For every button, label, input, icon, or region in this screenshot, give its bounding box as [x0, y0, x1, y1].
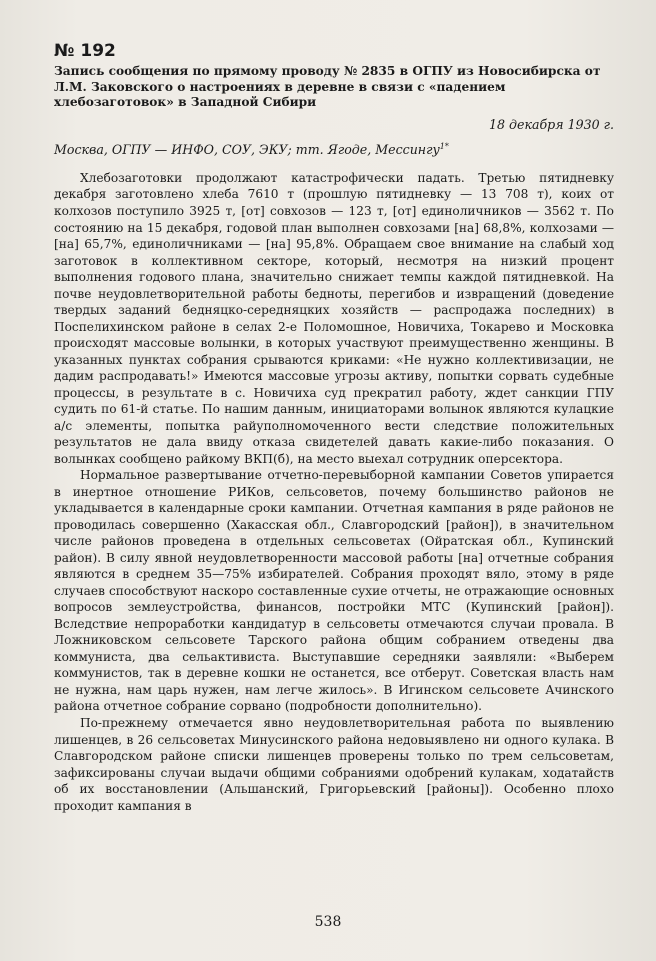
paragraph: По-прежнему отмечается явно неудовлетворительная работа по выявлению лишенцев, в 26 сельсоветах Минусинского района недовыявлено ни одного кулака. В Славгородском районе списки лишенцев проверены только по трем сельсоветам, зафиксированы случаи выдачи общими собраниями одобрений кулакам, ходатайств об их восстановлении (Альшанский, Григорьевский [районы]). Особенно плохо проходит кампания в	[54, 715, 614, 813]
paragraph: Нормальное развертывание отчетно-перевыборной кампании Советов упирается в инертное отношение РИКов, сельсоветов, почему большинство районов не укладывается в календарные сроки кампании. Отчетная кампания в ряде районов не проводилась совершенно (Хакасская обл., Славгородский [район]), в значительном числе районов проведена в отдельных сельсоветах (Ойратская обл., Купинский район). В силу явной неудовлетворенности массовой работы [на] отчетные собрания являются в среднем 35—75% избирателей. Собрания проходят вяло, этому в ряде случаев способствуют наскоро составленные сухие отчеты, не отражающие основных вопросов землеустройства, финансов, постройки МТС (Купинский [район]). Вследствие непроработки кандидатур в сельсоветы отмечаются случаи провала. В Ложниковском сельсовете Тарского района общим собранием отведены два коммуниста, два сельактивиста. Выступавшие середняки заявляли: «Выберем коммунистов, так в деревне кошки не останется, все отберут. Советская власть нам не нужна, нам царь нужен, нам легче жилось». В Игинском сельсовете Ачинского района отчетное собрание сорвано (подробности дополнительно).	[54, 468, 614, 714]
address-text: Москва, ОГПУ — ИНФО, СОУ, ЭКУ; тт. Ягоде, Мессингу	[54, 141, 440, 157]
document-address	[54, 139, 614, 158]
footnote-marker: 1*	[439, 141, 449, 151]
document-date: 18 декабря 1930 г.	[488, 116, 614, 132]
paragraph: Хлебозаготовки продолжают катастрофически падать. Третью пятидневку декабря заготовлено хлеба 7610 т (прошлую пятидневку — 13 708 т), коих от колхозов поступило 3925 т, [от] совхозов — 123 т, [от] единоличников — 3562 т. По состоянию на 15 декабря, годовой план выполнен совхозами [на] 68,8%, колхозами — [на] 65,7%, единоличниками — [на] 95,8%. Обращаем свое внимание на слабый ход заготовок в коллективном секторе, который, несмотря на низкий процент выполнения годового плана, значительно снижает темпы каждой пятидневкой. На почве неудовлетворительной работы бедноты, перегибов и извращений (доведение твердых заданий бедняцко-середняцких хозяйств — распродажа последних) в Поспелихинском районе в селах 2-е Поломошное, Новичиха, Токарево и Московка происходят массовые волынки, в которых участвуют преимущественно женщины. В указанных пунктах собрания срываются криками: «Не нужно коллективизации, не дадим распродавать!» Имеются массовые угрозы активу, попытки сорвать судебные процессы, в результате в с. Новичиха суд прекратил работу, ждет санкции ГПУ судить по 61-й статье. По нашим данным, инициаторами волынок являются кулацкие а/с элементы, попытка райуполномоченного вести следствие положительных результатов не дала ввиду отказа свидетелей давать какие-либо показания. О волынках сообщено райкому ВКП(б), на место выехал сотрудник оперсектора.	[54, 170, 614, 466]
document-title: Запись сообщения по прямому проводу № 2835 в ОГПУ из Новосибирска от Л.М. Заковского о настроениях в деревне в связи с «падением хлебозаготовок» в Западной Сибири	[54, 64, 601, 110]
document-number: № 192	[54, 41, 116, 61]
page-number: 538	[314, 914, 342, 930]
document-body	[54, 40, 614, 814]
